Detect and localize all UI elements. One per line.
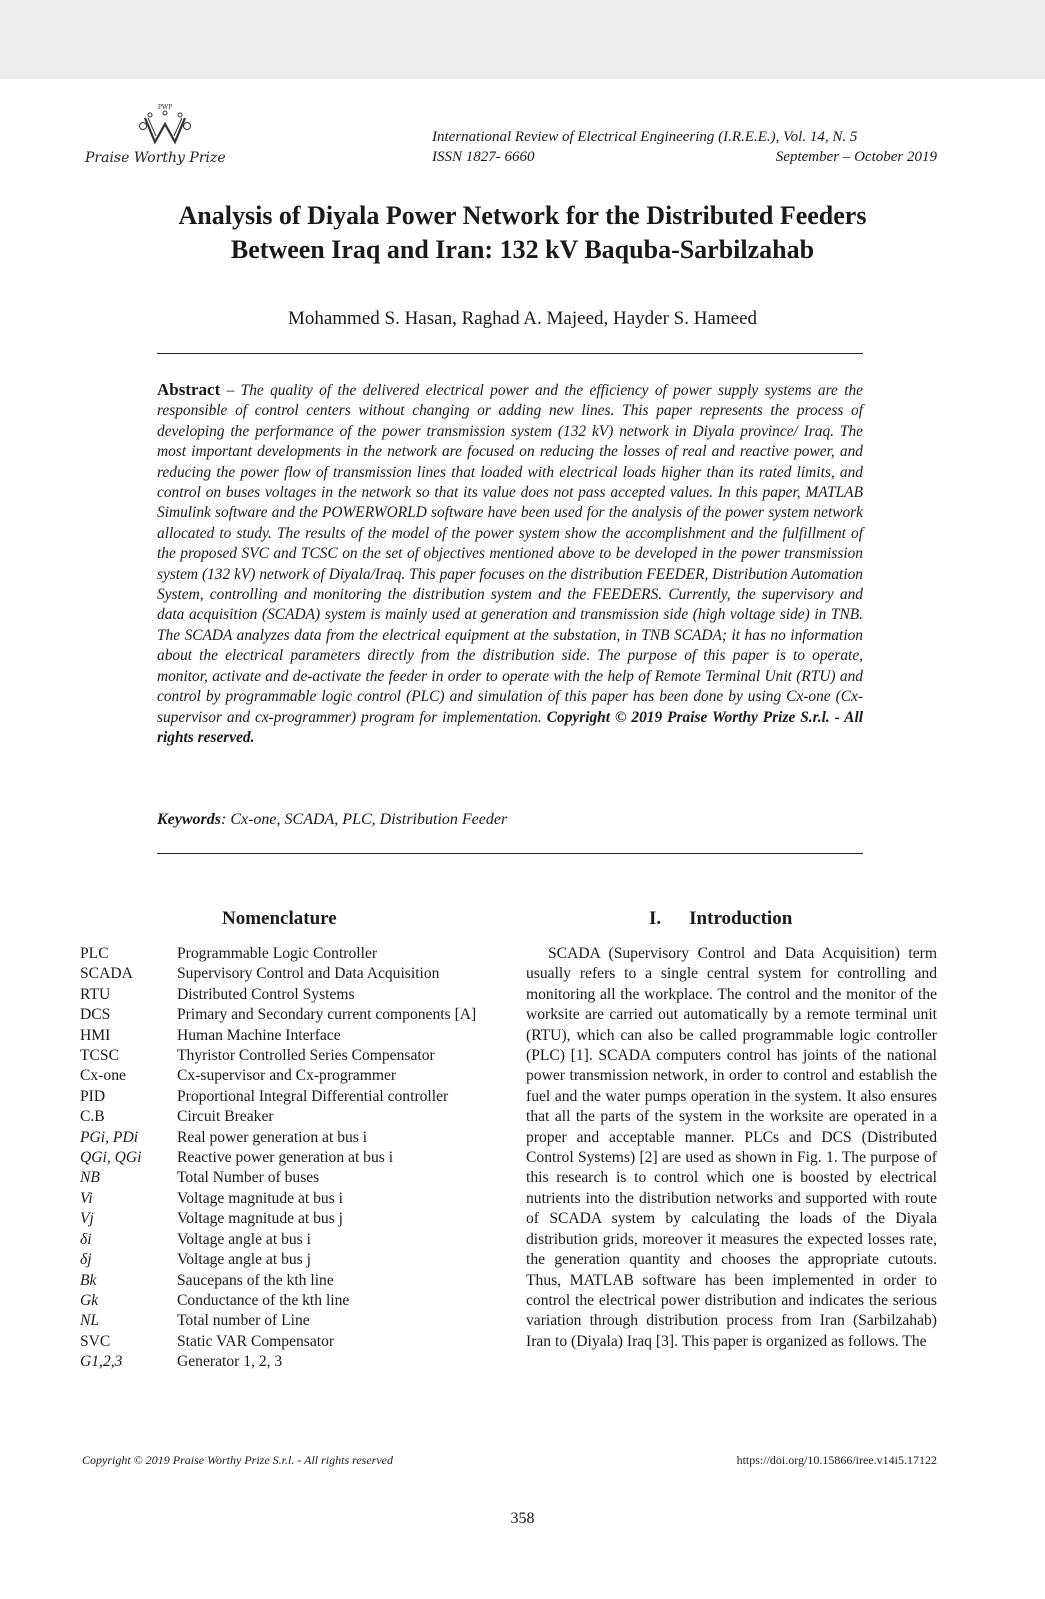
footer-doi: https://doi.org/10.15866/iree.v14i5.17122 [736, 1453, 937, 1467]
list-item: QGi, QGi Reactive power generation at bus i [80, 1149, 394, 1167]
list-item: δi Voltage angle at bus i [80, 1230, 311, 1248]
nomenclature-list [80, 944, 500, 1373]
page-number: 358 [510, 1510, 535, 1527]
journal-name: International Review of Electrical Engineering (I.R.E.E.), Vol. 14, N. 5 [432, 129, 858, 145]
list-item: SVC Static VAR Compensator [80, 1332, 335, 1350]
section-number: I. [649, 908, 662, 929]
nomenclature-heading: Nomenclature [222, 908, 337, 929]
list-item: Gk Conductance of the kth line [80, 1291, 350, 1309]
viewer-top-bar [0, 0, 1045, 79]
list-item: Vj Voltage magnitude at bus j [80, 1210, 344, 1228]
introduction-heading [649, 908, 792, 930]
list-item: C.B Circuit Breaker [80, 1108, 274, 1126]
list-item: PID Proportional Integral Differential controller [80, 1087, 449, 1105]
introduction-text: SCADA (Supervisory Control and Data Acquisition) term usually refers to a single central system for controlling and monitoring all the workplace. The control and the monitor of the worksite are carried out automatically by a remote terminal unit (RTU), which can also be called programmable logic controller (PLC) [1]. SCADA computers control has joints of the national power transmission network, in order to control and establish the fuel and the water pumps operation in the system. It also ensures that all the parts of the system in the worksite are operated in a proper and acceptable manner. PLCs and DCS (Distributed Control Systems) [2] are used as shown in Fig. 1. The purpose of this research is to control which one is boosted by electrical nutrients into the distribution networks and supported with route of SCADA system by calculating the loads of the Diyala distribution grids, moreover it measures the expected losses rate, the generation quantity and chooses the appropriate cutouts. Thus, MATLAB software has been implemented in order to control the electrical power distribution and indicates the serious variation through distribution process from Iran (Sarbilzahab) Iran to (Diyala) Iraq [3]. This paper is organized as follows. The [526, 945, 937, 1350]
list-item: G1,2,3 Generator 1, 2, 3 [80, 1353, 283, 1371]
logo-initials: PWP [157, 104, 173, 111]
abstract-label: Abstract [157, 380, 221, 399]
abstract-copyright: Copyright © 2019 Praise Worthy Prize S.r.l. - All rights reserved. [157, 708, 863, 746]
list-item: PLC Programmable Logic Controller [80, 945, 378, 962]
paper-title: Analysis of Diyala Power Network for the Distributed Feeders Between Iraq and Iran: 132 kV Baquba-Sarbilzahab [178, 201, 867, 264]
abstract-text: – The quality of the delivered electrical power and the efficiency of power supply systems are the responsible of control centers without changing or adding new lines. This paper represents the process of developing the performance of the power transmission system (132 kV) network in Diyala province/ Iraq. The most important developments in the network are focused on reducing the losses of real and reactive power, and reducing the power flow of transmission lines that loaded with electrical loads higher than its rated limits, and control on buses voltages in the network so that its value does not pass accepted values. In this paper, MATLAB Simulink software and the POWERWORLD software have been used for the analysis of the power system network allocated to study. The results of the model of the power system show the accomplishment and the fulfillment of the proposed SVC and TCSC on the set of objectives mentioned above to be developed in the power transmission system (132 kV) network of Diyala/Iraq. This paper focuses on the distribution FEEDER, Distribution Automation System, controlling and monitoring the distribution system and the FEEDERS. Currently, the supervisory and data acquisition (SCADA) system is mainly used at generation and transmission side (high voltage side) in TNB. The SCADA analyzes data from the electrical equipment at the substation, in TNB SCADA; it has no information about the electrical parameters directly from the distribution side. The purpose of this paper is to operate, monitor, activate and de-activate the feeder in order to operate with the help of Remote Terminal Unit (RTU) and control by programmable logic control (PLC) and simulation of this paper has been done by using Cx-one (Cx-supervisor and cx-programmer) program for implementation. [157, 382, 863, 726]
list-item: NB Total Number of buses [80, 1169, 320, 1187]
bottom-divider [157, 853, 863, 854]
list-item: RTU Distributed Control Systems [80, 985, 355, 1003]
crown-w-icon [135, 100, 195, 148]
list-item: δj Voltage angle at bus j [80, 1251, 311, 1269]
keywords-label: Keywords [157, 811, 221, 828]
top-divider [157, 353, 863, 354]
journal-header [432, 127, 937, 167]
publisher-logo [85, 100, 245, 175]
list-item: TCSC Thyristor Controlled Series Compensator [80, 1047, 435, 1065]
abstract-block [157, 380, 863, 748]
journal-date: September – October 2019 [775, 149, 937, 165]
list-item: Bk Saucepans of the kth line [80, 1271, 334, 1289]
list-item: Cx-one Cx-supervisor and Cx-programmer [80, 1067, 397, 1085]
list-item: SCADA Supervisory Control and Data Acquisition [80, 965, 440, 983]
keywords-text: : Cx-one, SCADA, PLC, Distribution Feeder [221, 811, 508, 828]
list-item: NL Total number of Line [80, 1312, 310, 1330]
logo-wordmark: Praise Worthy Prize [85, 150, 226, 166]
list-item: DCS Primary and Secondary current components [A] [80, 1006, 477, 1024]
list-item: PGi, PDi Real power generation at bus i [80, 1128, 368, 1146]
list-item: Vi Voltage magnitude at bus i [80, 1189, 344, 1207]
footer-copyright: Copyright © 2019 Praise Worthy Prize S.r.l. - All rights reserved [82, 1453, 393, 1467]
list-item: HMI Human Machine Interface [80, 1026, 341, 1044]
keywords [157, 811, 863, 829]
journal-issn: ISSN 1827- 6660 [432, 149, 535, 165]
section-title: Introduction [689, 908, 793, 929]
paper-authors: Mohammed S. Hasan, Raghad A. Majeed, Hayder S. Hameed [287, 308, 758, 329]
